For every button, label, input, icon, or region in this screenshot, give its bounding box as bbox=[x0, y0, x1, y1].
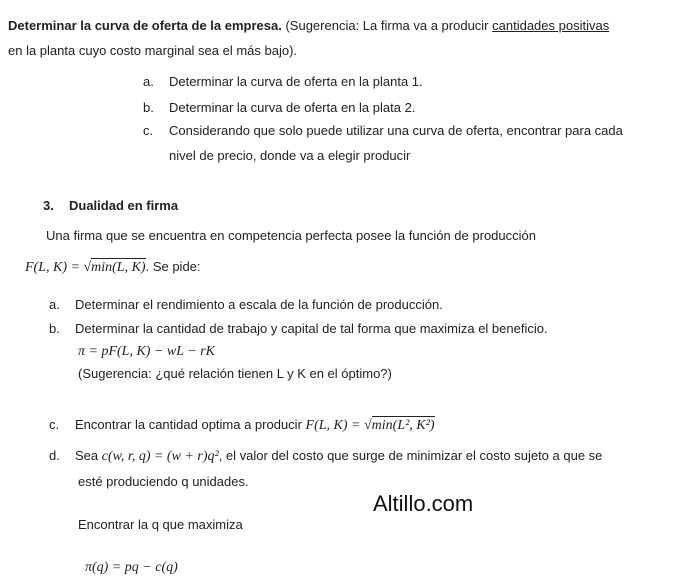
list-2-item-c: c. Encontrar la cantidad optima a producir F(L, K) = √min(L², K²) bbox=[49, 417, 435, 433]
intro-text-1: (Sugerencia: La firma va a producir bbox=[281, 18, 493, 33]
section-number: 3. bbox=[43, 198, 54, 213]
marker: c. bbox=[143, 123, 154, 138]
cost-formula: c(w, r, q) = (w + r)q² bbox=[101, 449, 219, 464]
production-formula-sqrt: min(L, K) bbox=[91, 260, 146, 275]
final-text: Encontrar la q que maximiza bbox=[78, 517, 243, 532]
item-text-pre: Sea bbox=[75, 448, 102, 463]
intro-line-1 bbox=[8, 18, 609, 33]
item-text: Determinar la curva de oferta en la plata 2. bbox=[169, 100, 416, 115]
item-text-post: , el valor del costo que surge de minimizar el costo sujeto a que se bbox=[218, 448, 603, 463]
intro-line-2: en la planta cuyo costo marginal sea el más bajo). bbox=[8, 43, 298, 58]
para-formula-line: F(L, K) = √min(L, K). Se pide: bbox=[25, 259, 201, 275]
hint-text: (Sugerencia: ¿qué relación tienen L y K en el óptimo?) bbox=[78, 366, 392, 381]
section-heading bbox=[43, 198, 178, 213]
list-2-item-a bbox=[49, 297, 443, 312]
watermark: Altillo.com bbox=[373, 491, 474, 516]
marker: a. bbox=[143, 74, 154, 89]
marker: a. bbox=[49, 297, 60, 312]
intro-underlined: cantidades positivas bbox=[492, 18, 610, 33]
list-2-item-b bbox=[49, 321, 548, 336]
final-formula: π(q) = pq − c(q) bbox=[85, 560, 178, 575]
list-1-item-c bbox=[143, 123, 623, 138]
item-text: Encontrar la cantidad optima a producir bbox=[75, 417, 306, 432]
para-text: Una firma que se encuentra en competencia perfecta posee la función de producción bbox=[46, 228, 536, 243]
item-text: Determinar la cantidad de trabajo y capital de tal forma que maximiza el beneficio. bbox=[75, 321, 548, 336]
item-text: Determinar el rendimiento a escala de la función de producción. bbox=[75, 297, 443, 312]
marker: b. bbox=[143, 100, 154, 115]
item-text: Determinar la curva de oferta en la planta 1. bbox=[169, 74, 423, 89]
list-2-item-d bbox=[49, 448, 602, 465]
marker: d. bbox=[49, 448, 60, 463]
list-1-item-c-cont: nivel de precio, donde va a elegir producir bbox=[169, 148, 411, 163]
section-title: Dualidad en firma bbox=[69, 198, 179, 213]
para-after: . Se pide: bbox=[145, 259, 201, 274]
item-text: Considerando que solo puede utilizar una curva de oferta, encontrar para cada bbox=[169, 123, 623, 138]
production-formula-c-sqrt: min(L², K²) bbox=[371, 418, 435, 433]
marker: b. bbox=[49, 321, 60, 336]
list-1-item-a bbox=[143, 74, 423, 89]
marker: c. bbox=[49, 417, 60, 432]
list-1-item-b bbox=[143, 100, 415, 115]
intro-bold: Determinar la curva de oferta de la empresa. bbox=[8, 18, 282, 33]
production-formula-lhs: F(L, K) = bbox=[25, 260, 84, 275]
list-2-item-d-cont: esté produciendo q unidades. bbox=[78, 474, 249, 489]
production-formula-c-lhs: F(L, K) = bbox=[305, 418, 364, 433]
profit-formula: π = pF(L, K) − wL − rK bbox=[78, 344, 216, 359]
